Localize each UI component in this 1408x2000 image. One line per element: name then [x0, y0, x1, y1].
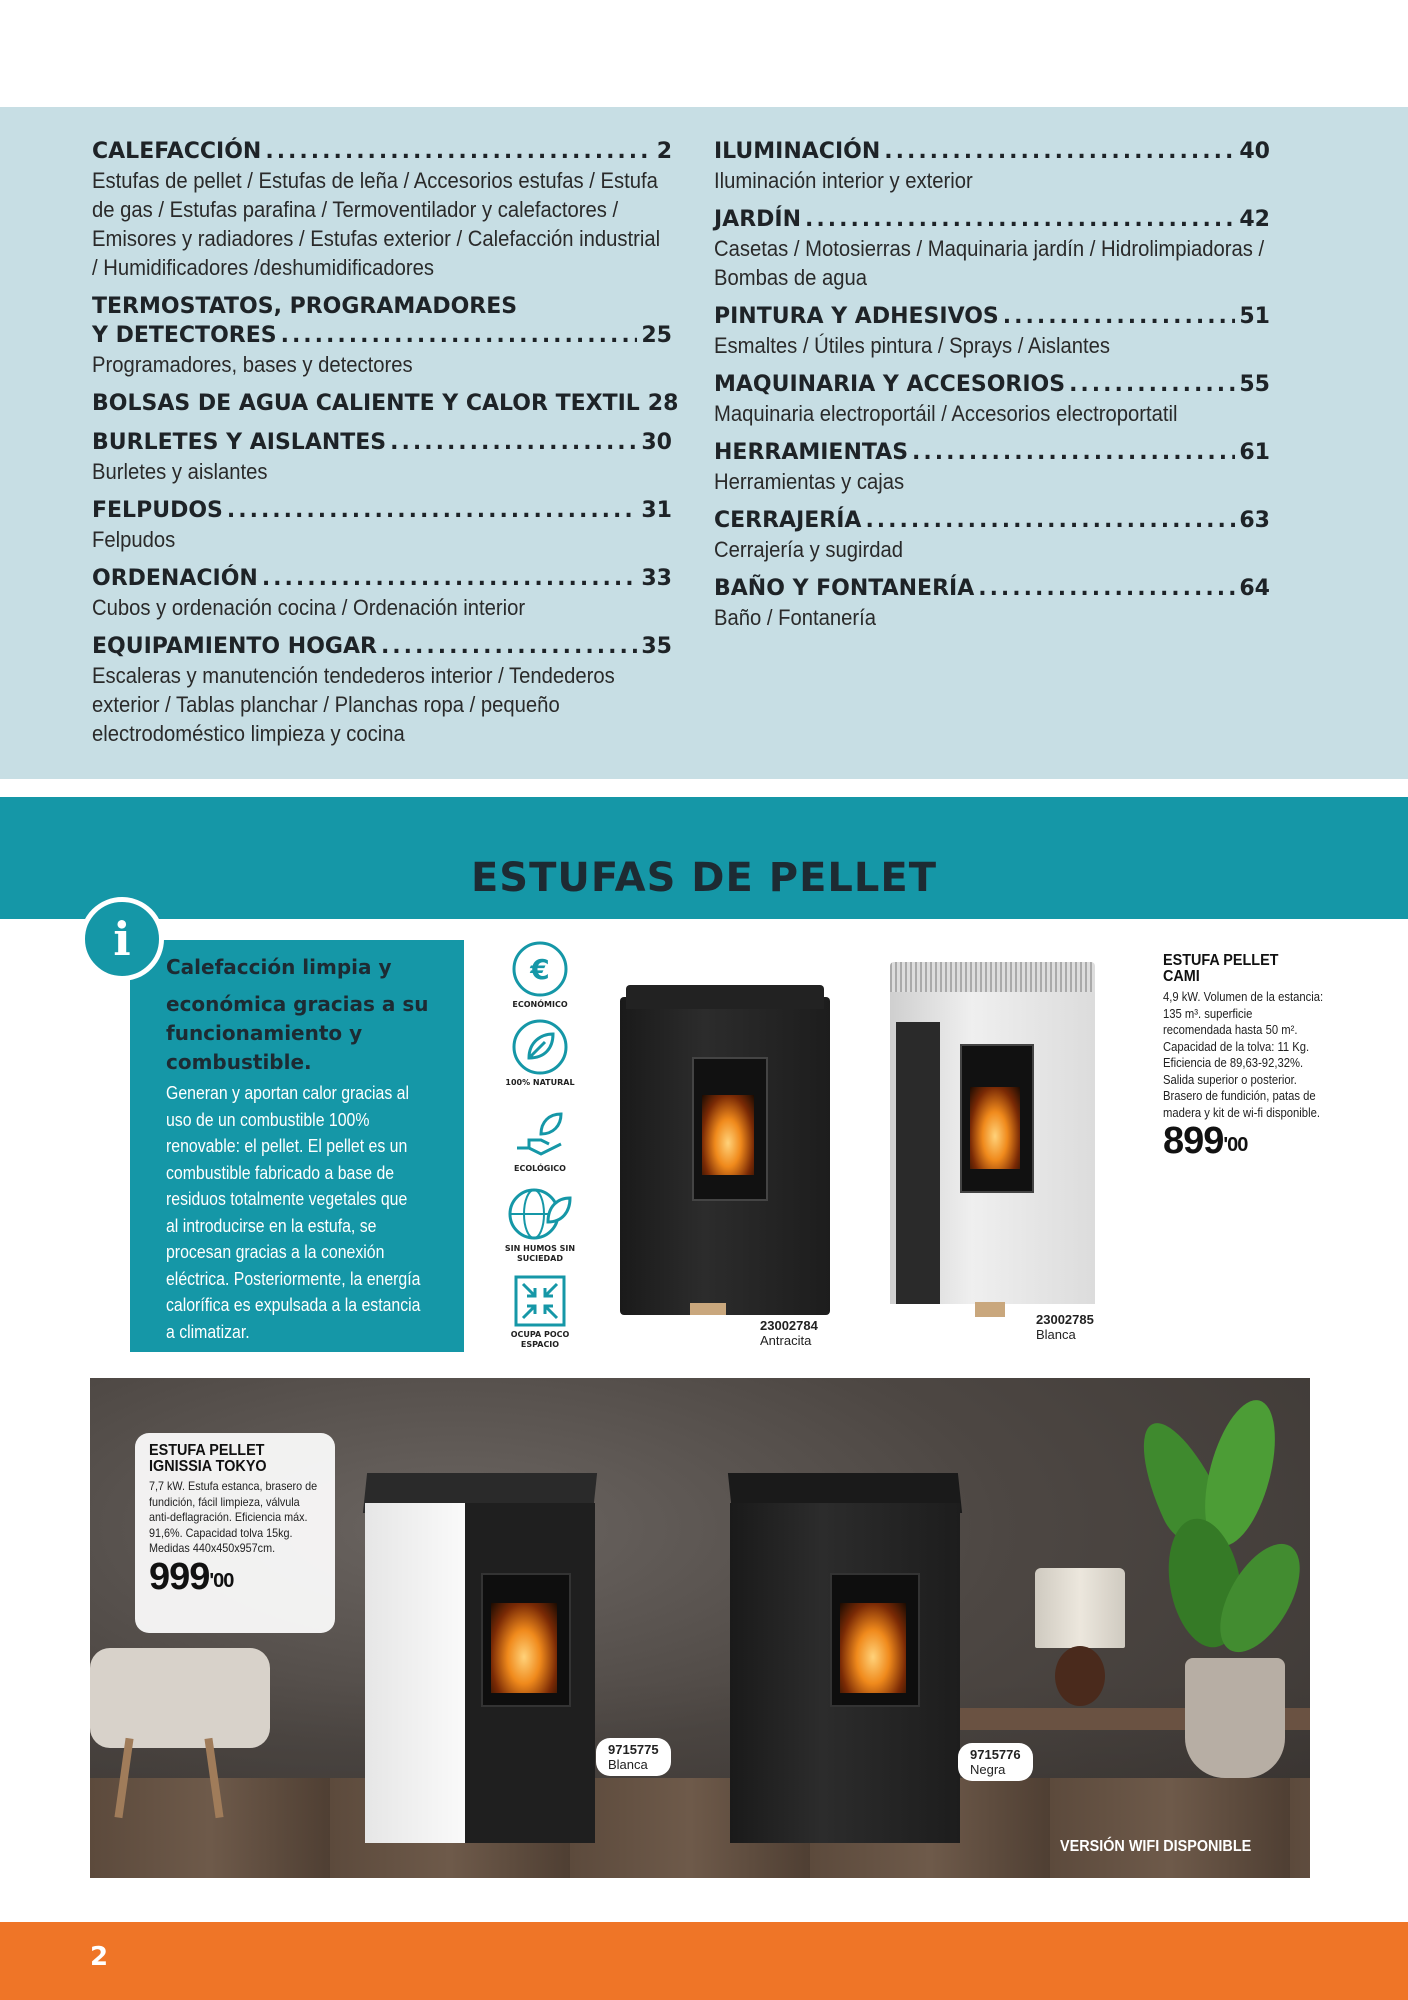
toc-title: HERRAMIENTAS	[714, 440, 909, 465]
variant-code: 9715776	[970, 1747, 1021, 1762]
toc-page: 64	[1239, 576, 1270, 601]
info-heading	[166, 953, 436, 1077]
toc-subtitle: Casetas / Motosierras / Maquinaria jardín / Hidrolimpiadoras / Bombas de agua	[714, 236, 1265, 290]
variant-label	[596, 1738, 671, 1776]
product-title-line1: ESTUFA PELLET	[1163, 952, 1279, 969]
toc-subtitle: Baño / Fontanería	[714, 605, 877, 630]
toc-subtitle: Herramientas y cajas	[714, 469, 905, 494]
footer-band	[0, 1922, 1408, 2000]
stove-cami-blanca-image	[890, 962, 1095, 1317]
toc-title: Y DETECTORES	[92, 323, 277, 348]
toc-entry-pintura[interactable]	[714, 302, 1304, 360]
price-decimal: '00	[1223, 1134, 1248, 1156]
info-body: Generan y aportan calor gracias al uso de un combustible 100% renovable: el pellet. El pellet es un combustible fabricado a base de residuos totalmente vegetales que al introducirse en la estufa, se procesan gracias a la conexión eléctrica. Posteriormente, la energía calorífica es expulsada a la estancia a climatizar.	[166, 1083, 421, 1342]
toc-title: EQUIPAMIENTO HOGAR	[92, 634, 377, 659]
toc-entry-termostatos[interactable]	[92, 292, 672, 379]
toc-subtitle: Maquinaria electroportáil / Accesorios electroportatil	[714, 401, 1178, 426]
toc-title: CALEFACCIÓN	[92, 139, 262, 164]
price-integer: 999	[149, 1555, 210, 1598]
product-title-line1: ESTUFA PELLET	[149, 1442, 265, 1459]
product-tokyo-card	[135, 1433, 335, 1633]
compact-arrows-icon	[513, 1274, 567, 1328]
variant-label	[760, 1318, 818, 1348]
eco-feature-sin-humos	[500, 1186, 580, 1264]
product-description: 7,7 kW. Estufa estanca, brasero de fundición, fácil limpieza, válvula anti-deflagración. Eficiencia máx. 91,6%. Capacidad tolva 15kg. Medidas 440x450x957cm.	[149, 1479, 318, 1555]
eco-feature-espacio	[500, 1274, 580, 1350]
toc-page: 33	[641, 566, 672, 591]
toc-page: 63	[1239, 508, 1270, 533]
variant-label	[958, 1743, 1033, 1781]
toc-page: 25	[641, 323, 672, 348]
product-cami	[1163, 953, 1323, 1161]
lamp-image	[1025, 1568, 1135, 1708]
toc-title: ORDENACIÓN	[92, 566, 258, 591]
info-heading-line1: Calefacción limpia y	[166, 955, 392, 979]
product-description: 4,9 kW. Volumen de la estancia: 135 m³. superficie recomendada hasta 50 m². Capacidad de la tolva: 11 Kg. Eficiencia de 89,63-92,32%. Salida superior o posterior. Brasero de fundición, patas de madera y kit de wi-fi disponible.	[1163, 990, 1324, 1120]
toc-entry-felpudos[interactable]	[92, 496, 672, 554]
stove-tokyo-blanca-image	[365, 1473, 595, 1843]
toc-entry-iluminacion[interactable]	[714, 137, 1304, 195]
stove-tokyo-negra-image	[730, 1473, 960, 1843]
product-price	[1163, 1121, 1323, 1161]
toc-entry-burletes[interactable]	[92, 428, 672, 486]
variant-color: Blanca	[1036, 1327, 1076, 1342]
toc-entry-jardin[interactable]	[714, 205, 1304, 292]
euro-icon	[511, 940, 569, 998]
toc-entry-bano[interactable]	[714, 574, 1304, 632]
toc-title: PINTURA Y ADHESIVOS	[714, 304, 999, 329]
price-decimal: '00	[209, 1569, 234, 1592]
toc-title: FELPUDOS	[92, 498, 223, 523]
toc-title: BURLETES Y AISLANTES	[92, 430, 387, 455]
toc-page: 55	[1239, 372, 1270, 397]
stove-cami-antracita-image	[620, 985, 830, 1315]
variant-code: 23002785	[1036, 1312, 1094, 1327]
toc-entry-bolsas[interactable]	[92, 389, 679, 418]
toc-subtitle: Felpudos	[92, 527, 176, 552]
toc-page: 30	[641, 430, 672, 455]
toc-title: ILUMINACIÓN	[714, 139, 881, 164]
toc-page: 42	[1239, 207, 1270, 232]
toc-entry-calefaccion[interactable]	[92, 137, 672, 282]
toc-subtitle: Cubos y ordenación cocina / Ordenación interior	[92, 595, 526, 620]
toc-entry-ordenacion[interactable]	[92, 564, 672, 622]
section-title: ESTUFAS DE PELLET	[470, 855, 937, 901]
eco-feature-natural	[500, 1018, 580, 1088]
toc-page: 51	[1239, 304, 1270, 329]
toc-subtitle: Escaleras y manutención tendederos interior / Tendederos exterior / Tablas planchar / Planchas ropa / pequeño electrodoméstico limpieza y cocina	[92, 663, 615, 746]
toc-subtitle: Estufas de pellet / Estufas de leña / Accesorios estufas / Estufa de gas / Estufas parafina / Termoventilador y calefactores / Emisores y radiadores / Estufas exterior / Calefacción industrial / Humidificadores /deshumidificadores	[92, 168, 661, 280]
toc-title-line1: TERMOSTATOS, PROGRAMADORES	[92, 294, 518, 319]
variant-code: 9715775	[608, 1742, 659, 1757]
eco-label: 100% NATURAL	[505, 1078, 575, 1087]
toc-entry-maquinaria[interactable]	[714, 370, 1304, 428]
toc-subtitle: Burletes y aislantes	[92, 459, 268, 484]
leaf-icon	[511, 1018, 569, 1076]
variant-color: Antracita	[760, 1333, 812, 1348]
toc-page: 31	[641, 498, 672, 523]
toc-page: 61	[1239, 440, 1270, 465]
wifi-note: VERSIÓN WIFI DISPONIBLE	[1060, 1838, 1252, 1855]
page-number: 2	[90, 1942, 109, 1972]
plant-image	[1130, 1378, 1310, 1778]
eco-label: SIN HUMOS SIN SUCIEDAD	[504, 1244, 576, 1263]
price-integer: 899	[1163, 1120, 1224, 1162]
product-price	[149, 1557, 321, 1597]
toc-entry-cerrajeria[interactable]	[714, 506, 1304, 564]
svg-text:€: €	[530, 953, 550, 986]
toc-subtitle: Programadores, bases y detectores	[92, 352, 413, 377]
toc-right-column	[714, 137, 1304, 642]
eco-label: ECONÓMICO	[512, 1000, 568, 1009]
variant-code: 23002784	[760, 1318, 818, 1333]
toc-page: 28	[647, 391, 679, 416]
info-heading-line2: económica gracias a su funcionamiento y combustible.	[166, 992, 429, 1074]
toc-page: 2	[656, 139, 672, 164]
eco-label: OCUPA POCO ESPACIO	[510, 1330, 570, 1349]
toc-subtitle: Iluminación interior y exterior	[714, 168, 973, 193]
info-icon: i	[80, 897, 164, 981]
toc-page: 40	[1239, 139, 1270, 164]
toc-title: BAÑO Y FONTANERÍA	[714, 576, 975, 601]
variant-label	[1036, 1312, 1094, 1342]
hand-leaf-icon	[511, 1104, 569, 1162]
globe-icon	[508, 1186, 572, 1242]
toc-entry-equipamiento[interactable]	[92, 632, 672, 748]
toc-entry-herramientas[interactable]	[714, 438, 1304, 496]
toc-subtitle: Esmaltes / Útiles pintura / Sprays / Aislantes	[714, 333, 1110, 358]
product-title-line2: CAMI	[1163, 968, 1200, 985]
toc-title: JARDÍN	[714, 207, 802, 232]
tokyo-room-photo	[90, 1378, 1310, 1878]
toc-title: CERRAJERÍA	[714, 508, 862, 533]
toc-page: 35	[641, 634, 672, 659]
armchair-image	[90, 1628, 290, 1808]
toc-title: MAQUINARIA Y ACCESORIOS	[714, 372, 1066, 397]
eco-feature-ecologico	[500, 1104, 580, 1174]
table-of-contents	[0, 107, 1408, 779]
product-title-line2: IGNISSIA TOKYO	[149, 1458, 267, 1475]
eco-label: ECOLÓGICO	[514, 1164, 566, 1173]
variant-color: Blanca	[608, 1757, 648, 1772]
eco-feature-economico	[500, 940, 580, 1010]
toc-title: BOLSAS DE AGUA CALIENTE Y CALOR TEXTIL	[92, 391, 640, 416]
variant-color: Negra	[970, 1762, 1006, 1777]
toc-subtitle: Cerrajería y sugirdad	[714, 537, 904, 562]
toc-left-column	[92, 137, 679, 758]
